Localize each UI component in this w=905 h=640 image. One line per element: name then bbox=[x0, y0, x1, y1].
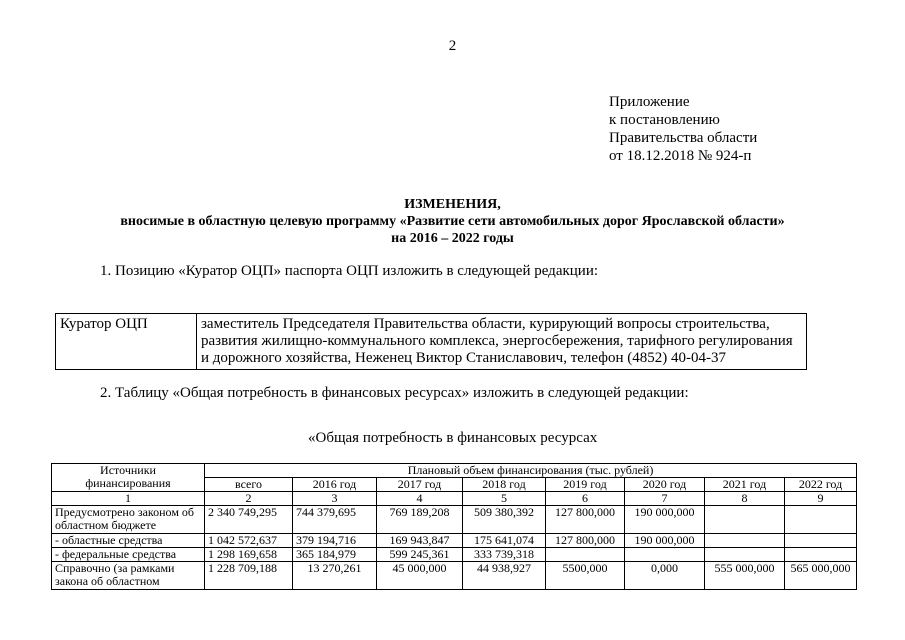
table-cell: 44 938,927 bbox=[463, 562, 546, 590]
table-row bbox=[52, 562, 857, 590]
planned-header: Плановый объем финансирования (тыс. рублей) bbox=[205, 464, 857, 478]
table-cell: 333 739,318 bbox=[463, 548, 546, 562]
table-cell: 599 245,361 bbox=[377, 548, 463, 562]
column-number: 1 bbox=[52, 492, 205, 506]
row-label: Справочно (за рамками закона об областном bbox=[52, 562, 205, 590]
column-header: 2021 год bbox=[705, 478, 785, 492]
curator-line: заместитель Председателя Правительства области, курирующий вопросы строительства, bbox=[201, 316, 770, 332]
table-cell: 1 298 169,658 bbox=[205, 548, 293, 562]
table-cell bbox=[546, 548, 625, 562]
page-number: 2 bbox=[448, 38, 457, 54]
instruction-item-2: 2. Таблицу «Общая потребность в финансовых ресурсах» изложить в следующей редакции: bbox=[100, 385, 689, 401]
title-heading: ИЗМЕНЕНИЯ, bbox=[404, 197, 501, 212]
row-label: Предусмотрено законом об областном бюджете bbox=[52, 506, 205, 534]
table-cell bbox=[705, 548, 785, 562]
table-cell: 0,000 bbox=[625, 562, 705, 590]
column-header: 2022 год bbox=[785, 478, 857, 492]
column-header: 2019 год bbox=[546, 478, 625, 492]
column-header: 2017 год bbox=[377, 478, 463, 492]
column-number-row bbox=[52, 492, 857, 506]
column-header: 2018 год bbox=[463, 478, 546, 492]
table-cell: 190 000,000 bbox=[625, 534, 705, 548]
table-row bbox=[52, 548, 857, 562]
curator-line: развития жилищно-коммунального комплекса, энергосбережения, тарифного регулирования bbox=[201, 333, 793, 349]
curator-label: Куратор ОЦП bbox=[56, 314, 197, 370]
appendix-line: Приложение bbox=[609, 94, 690, 110]
table-cell: 45 000,000 bbox=[377, 562, 463, 590]
source-header-line: финансирования bbox=[85, 476, 171, 490]
table-cell: 175 641,074 bbox=[463, 534, 546, 548]
row-label: - федеральные средства bbox=[52, 548, 205, 562]
table-cell: 13 270,261 bbox=[293, 562, 377, 590]
table-cell: 769 189,208 bbox=[377, 506, 463, 534]
table-cell: 127 800,000 bbox=[546, 534, 625, 548]
appendix-line: от 18.12.2018 № 924-п bbox=[609, 148, 752, 164]
column-number: 8 bbox=[705, 492, 785, 506]
title-line: на 2016 – 2022 годы bbox=[391, 231, 514, 246]
table-cell: 365 184,979 bbox=[293, 548, 377, 562]
table-cell: 190 000,000 bbox=[625, 506, 705, 534]
table-row bbox=[52, 506, 857, 534]
title-line: вносимые в областную целевую программу «Развитие сети автомобильных дорог Ярославской области» bbox=[120, 214, 785, 229]
curator-line: и дорожного хозяйства, Неженец Виктор Станиславович, телефон (4852) 40-04-37 bbox=[201, 350, 726, 366]
table-cell: 127 800,000 bbox=[546, 506, 625, 534]
table-cell bbox=[785, 548, 857, 562]
table-cell bbox=[705, 506, 785, 534]
table-cell: 744 379,695 bbox=[293, 506, 377, 534]
source-header bbox=[52, 464, 205, 492]
column-number: 5 bbox=[463, 492, 546, 506]
appendix-line: к постановлению bbox=[609, 112, 720, 128]
appendix-line: Правительства области bbox=[609, 130, 758, 146]
curator-table bbox=[55, 313, 807, 370]
table-cell: 509 380,392 bbox=[463, 506, 546, 534]
table-title: «Общая потребность в финансовых ресурсах bbox=[308, 430, 598, 446]
table-header-row bbox=[52, 464, 857, 478]
table-row bbox=[56, 314, 807, 370]
table-cell: 555 000,000 bbox=[705, 562, 785, 590]
column-number: 4 bbox=[377, 492, 463, 506]
column-header: 2016 год bbox=[293, 478, 377, 492]
table-cell: 379 194,716 bbox=[293, 534, 377, 548]
table-cell: 1 228 709,188 bbox=[205, 562, 293, 590]
column-number: 9 bbox=[785, 492, 857, 506]
column-number: 3 bbox=[293, 492, 377, 506]
curator-description bbox=[197, 314, 807, 370]
source-header-line: Источники bbox=[100, 463, 156, 477]
table-cell: 1 042 572,637 bbox=[205, 534, 293, 548]
column-number: 2 bbox=[205, 492, 293, 506]
document-title bbox=[0, 196, 905, 247]
instruction-item-1: 1. Позицию «Куратор ОЦП» паспорта ОЦП изложить в следующей редакции: bbox=[100, 263, 599, 279]
table-row bbox=[52, 534, 857, 548]
table-cell bbox=[785, 534, 857, 548]
table-cell: 5500,000 bbox=[546, 562, 625, 590]
column-header: всего bbox=[205, 478, 293, 492]
table-cell bbox=[785, 506, 857, 534]
column-number: 7 bbox=[625, 492, 705, 506]
table-cell: 2 340 749,295 bbox=[205, 506, 293, 534]
column-number: 6 bbox=[546, 492, 625, 506]
table-cell bbox=[705, 534, 785, 548]
column-header: 2020 год bbox=[625, 478, 705, 492]
appendix-block bbox=[609, 93, 757, 165]
table-cell: 565 000,000 bbox=[785, 562, 857, 590]
table-cell bbox=[625, 548, 705, 562]
row-label: - областные средства bbox=[52, 534, 205, 548]
table-cell: 169 943,847 bbox=[377, 534, 463, 548]
financing-table bbox=[51, 463, 857, 590]
